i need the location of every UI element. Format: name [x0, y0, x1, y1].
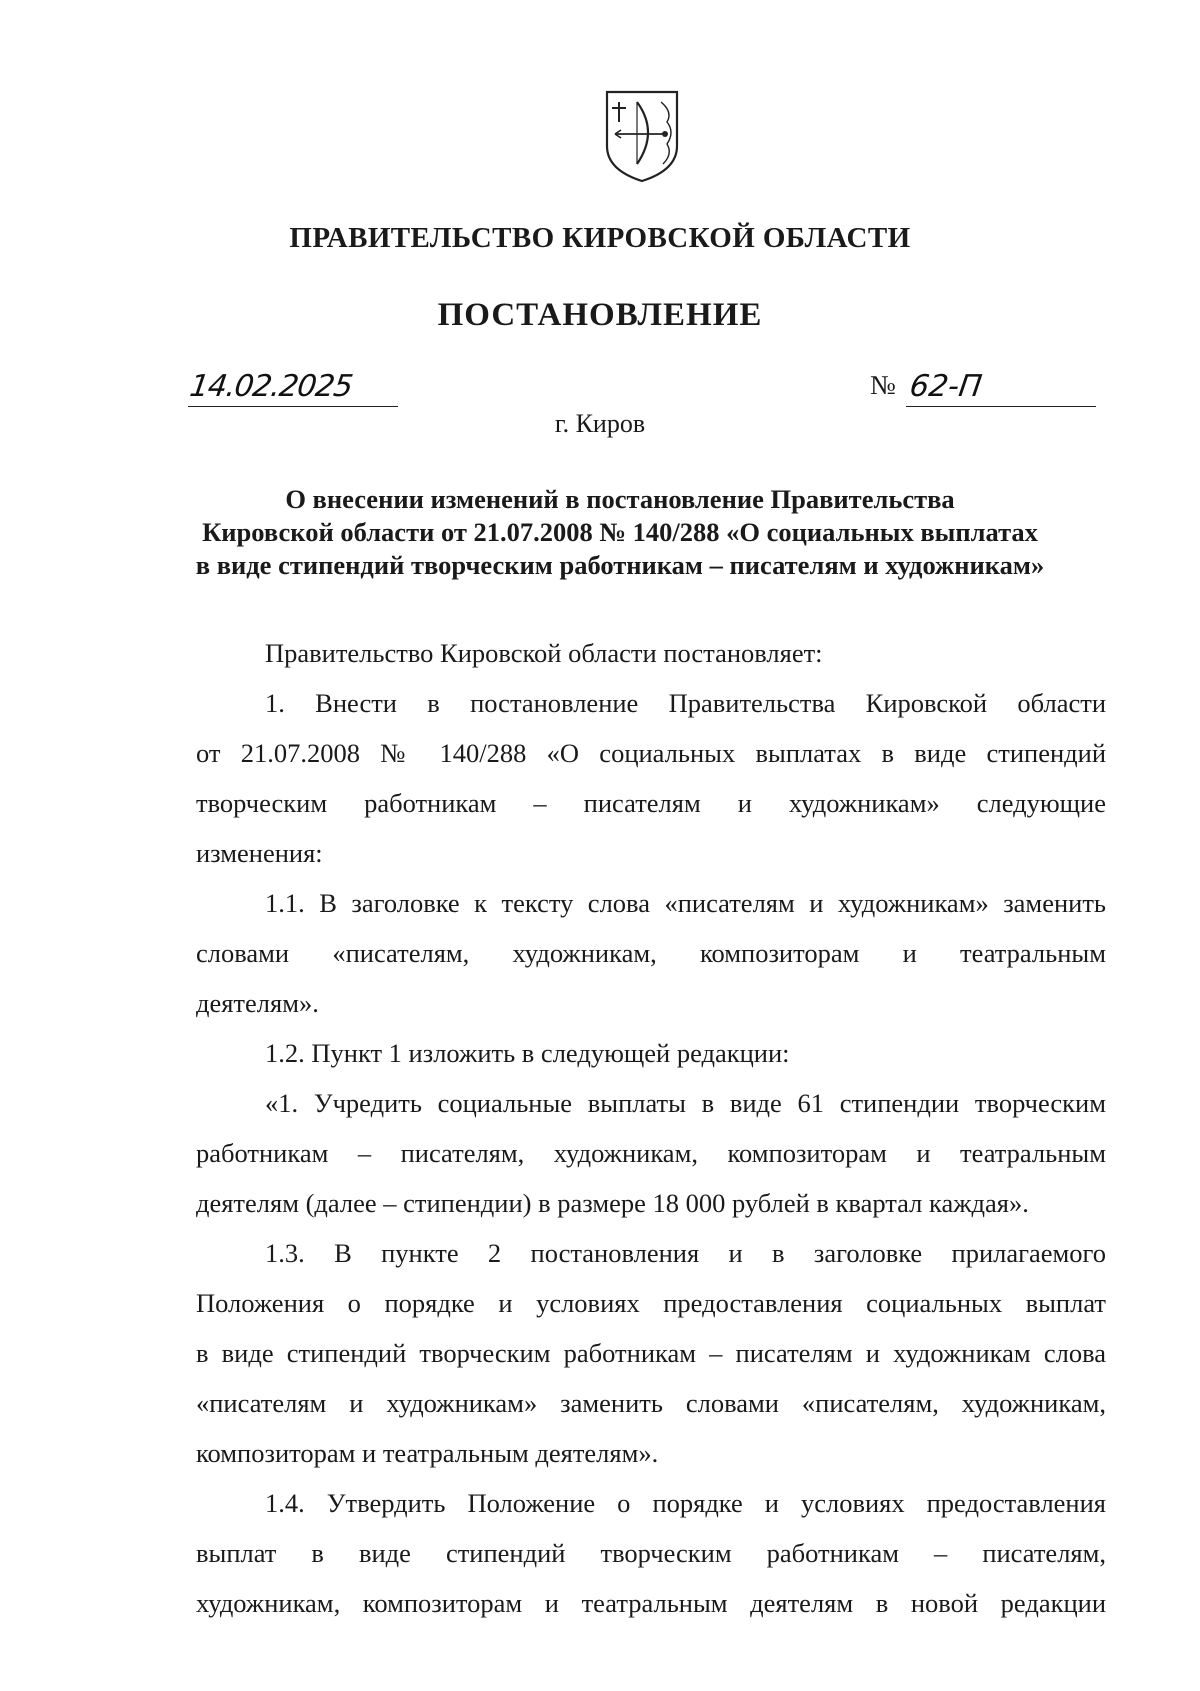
kirov-coat-of-arms-icon — [603, 88, 681, 184]
handwritten-date: 14.02.2025 — [187, 369, 355, 404]
body-line: «писателям и художникам» заменить словами «писателям, художникам, — [196, 1388, 1106, 1418]
body-line: 1. Внести в постановление Правительства Кировской области — [265, 688, 1106, 718]
body-line: 1.2. Пункт 1 изложить в следующей редакции: — [265, 1038, 790, 1068]
document-type-heading: ПОСТАНОВЛЕНИЕ — [437, 297, 763, 333]
date-field — [188, 368, 398, 407]
body-line: «1. Учредить социальные выплаты в виде 61 стипендии творческим — [265, 1088, 1106, 1118]
subject-line: в виде стипендий творческим работникам – писателям и художникам» — [195, 550, 1045, 580]
document-body — [196, 628, 1106, 1628]
preamble: Правительство Кировской области постановляет: — [265, 638, 823, 668]
body-line: словами «писателям, художникам, композиторам и театральным — [196, 938, 1106, 968]
city-line: г. Киров — [554, 409, 646, 438]
government-title: ПРАВИТЕЛЬСТВО КИРОВСКОЙ ОБЛАСТИ — [289, 222, 911, 254]
body-line: творческим работникам – писателям и художникам» следующие — [196, 788, 1106, 818]
body-line: от 21.07.2008 № 140/288 «О социальных выплатах в виде стипендий — [196, 738, 1106, 768]
body-line: 1.4. Утвердить Положение о порядке и условиях предоставления — [265, 1488, 1106, 1518]
handwritten-number: 62-П — [907, 369, 985, 404]
body-line: в виде стипендий творческим работникам – писателям и художникам слова — [196, 1338, 1106, 1368]
body-line: работникам – писателям, художникам, композиторам и театральным — [196, 1138, 1106, 1168]
body-line: художникам, композиторам и театральным деятелям в новой редакции — [196, 1588, 1106, 1618]
subject-line: О внесении изменений в постановление Правительства — [285, 484, 955, 514]
body-line: выплат в виде стипендий творческим работникам – писателям, — [196, 1538, 1106, 1568]
body-line: Положения о порядке и условиях предоставления социальных выплат — [196, 1288, 1106, 1318]
body-line: 1.3. В пункте 2 постановления и в заголовке прилагаемого — [265, 1238, 1106, 1268]
body-line: деятелям (далее – стипендии) в размере 18 000 рублей в квартал каждая». — [196, 1188, 1029, 1218]
body-line: деятелям». — [196, 988, 319, 1018]
document-number-field — [906, 368, 1096, 407]
body-line: 1.1. В заголовке к тексту слова «писателям и художникам» заменить — [265, 888, 1106, 918]
document-subject — [170, 483, 1070, 582]
body-line: композиторам и театральным деятелям». — [196, 1438, 659, 1468]
number-sign: № — [870, 370, 896, 400]
body-line: изменения: — [196, 838, 323, 868]
subject-line: Кировской области от 21.07.2008 № 140/288 «О социальных выплатах — [202, 517, 1038, 547]
